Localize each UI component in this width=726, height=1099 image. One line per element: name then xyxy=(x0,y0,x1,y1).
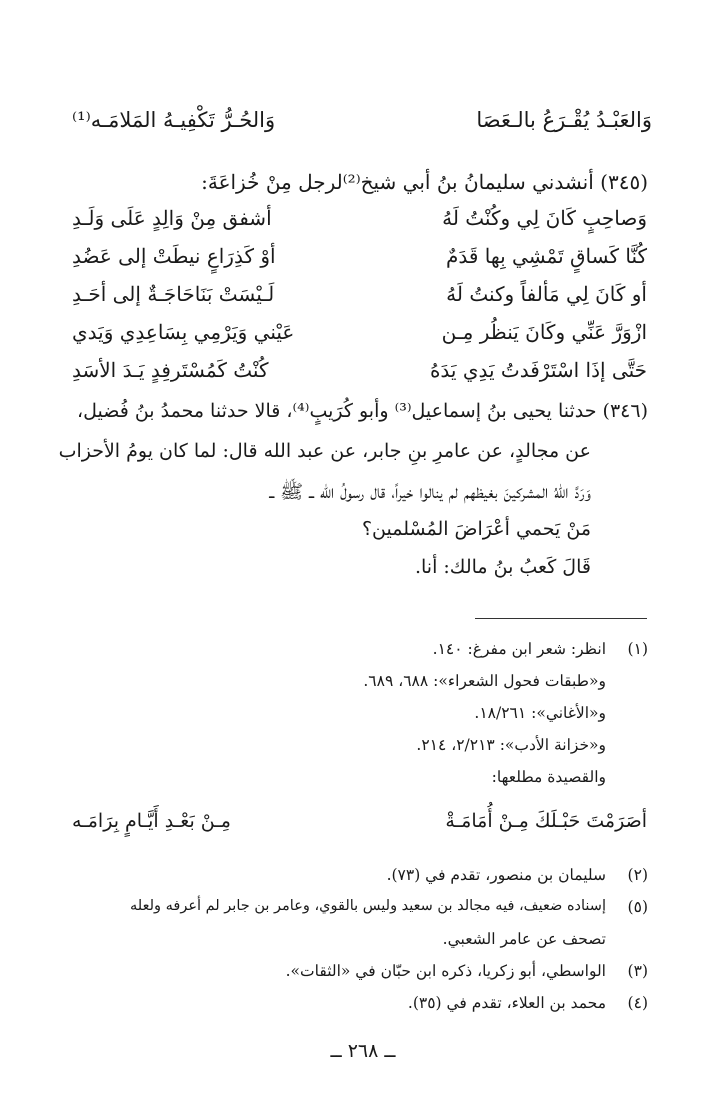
poem-verse xyxy=(72,206,647,242)
footnote-verse-right: أصَرَمْتَ حَبْـلَكَ مِـنْ أُمَامَـةْ xyxy=(445,810,647,832)
footnote-text: سليمان بن منصور، تقدم في (٧٣). xyxy=(386,866,606,884)
verse-top xyxy=(72,108,652,148)
entry-346-line: مَنْ يَحمي أعْرَاضَ المُسْلمين؟ xyxy=(361,518,591,540)
footnote-text: والقصيدة مطلعها: xyxy=(491,768,606,786)
footnote-text: و«طبقات فحول الشعراء»: ٦٨٨، ٦٨٩. xyxy=(363,672,606,690)
footnote-number: (٤) xyxy=(627,994,648,1012)
poem-right-hemistich: أو كَانَ لِي مَألفاً وكنتُ لَهُ xyxy=(446,282,647,306)
footnote-text: تصحف عن عامر الشعبي. xyxy=(442,930,606,948)
poem-left-hemistich: كُنْتُ كَمُسْتَرفِدٍ يَـدَ الأسَدِ xyxy=(72,358,269,382)
poem-left-hemistich: عَيْني وَيَرْمِي بِسَاعِدِي وَيَدي xyxy=(72,320,295,344)
poem-right-hemistich: كُنَّا كَساقٍ تَمْشِي بِها قَدَمٌ xyxy=(445,244,647,268)
poem-verse xyxy=(72,244,647,280)
footnote-text: و«الأغاني»: ١٨/٢٦١. xyxy=(474,704,606,722)
poem-verse xyxy=(72,282,647,318)
footnote-o xyxy=(0,898,726,922)
poem-left-hemistich: أشفق مِنْ وَالِدٍ عَلَى وَلَـدِ xyxy=(72,206,272,230)
poem-right-hemistich: ازْوَرَّ عَنِّي وكَانَ يَنظُر مِـن xyxy=(441,320,647,344)
poem-left-hemistich: لَـيْسَتْ بَنَاحَاجَـةٌ إلى أحَـدِ xyxy=(72,282,275,306)
verse-top-right-hemistich: وَالعَبْـدُ يُقْـرَعُ بالـعَصَا xyxy=(476,108,652,132)
footnote-number: (٥) xyxy=(627,898,648,916)
verse-top-left-hemistich: وَالحُـرُّ تَكْفِيـهُ المَلامَـه⁽¹⁾ xyxy=(72,108,276,132)
footnote-text: إسناده ضعيف، فيه مجالد بن سعيد وليس بالقوي، وعامر بن جابر لم أعرفه ولعله xyxy=(130,898,606,914)
footnote-number: (١) xyxy=(627,640,648,658)
poem-verse xyxy=(72,358,647,394)
footnote-3 xyxy=(0,962,726,986)
footnote-verse-left: مِـنْ بَعْـدِ أَيَّـامٍ بِرَامَـه xyxy=(72,810,231,832)
poem-right-hemistich: وَصاحِبٍ كَانَ لِي وكُنْتُ لَهُ xyxy=(442,206,647,230)
footnote-number: (٢) xyxy=(627,866,648,884)
entry-346-line: (٣٤٦) حدثنا يحيى بنُ إسماعيل⁽³⁾ وأبو كُرَيبٍ⁽⁴⁾، قالا حدثنا محمدُ بنُ فُضيل، xyxy=(76,400,648,422)
footnote-text: و«خزانة الأدب»: ٢/٢١٣، ٢١٤. xyxy=(416,736,606,754)
entry-346-line: وَرَدَّ اللهُ المشركينَ بغيظهم لم ينالوا خيراً، قال رسولُ الله ــ ﷺ ــ xyxy=(269,481,591,503)
entry-345-intro: (٣٤٥) أنشدني سليمانُ بنُ أبي شيخ⁽²⁾لرجل مِنْ خُزاعَةَ: xyxy=(201,170,648,194)
footnote-number: (٣) xyxy=(627,962,648,980)
entry-346-line: عن مجالدٍ، عن عامرِ بنِ جابر، عن عبد الله قال: لما كان يومُ الأحزاب xyxy=(58,440,591,462)
poem-verse xyxy=(72,320,647,356)
footnote-4 xyxy=(0,994,726,1018)
page-number: ــ ٢٦٨ ــ xyxy=(330,1040,396,1062)
footnote-separator xyxy=(475,618,647,619)
footnote-2 xyxy=(0,866,726,890)
poem-right-hemistich: حَتَّى إذَا اسْتَرْفَدتُ يَدِي يَدَهُ xyxy=(429,358,647,382)
footnote-1 xyxy=(0,640,726,664)
footnote-text: محمد بن العلاء، تقدم في (٣٥). xyxy=(407,994,606,1012)
footnote-text: انظر: شعر ابن مفرغ: ١٤٠. xyxy=(432,640,606,658)
footnote-text: الواسطي، أبو زكريا، ذكره ابن حبّان في «الثقات». xyxy=(285,962,606,980)
entry-346-line: قَالَ كَعبُ بنُ مالك: أنا. xyxy=(414,556,591,578)
footnote-verse xyxy=(72,810,647,842)
poem-left-hemistich: أوْ كَذِرَاعٍ نيطَتْ إلى عَضُدِ xyxy=(72,244,276,268)
